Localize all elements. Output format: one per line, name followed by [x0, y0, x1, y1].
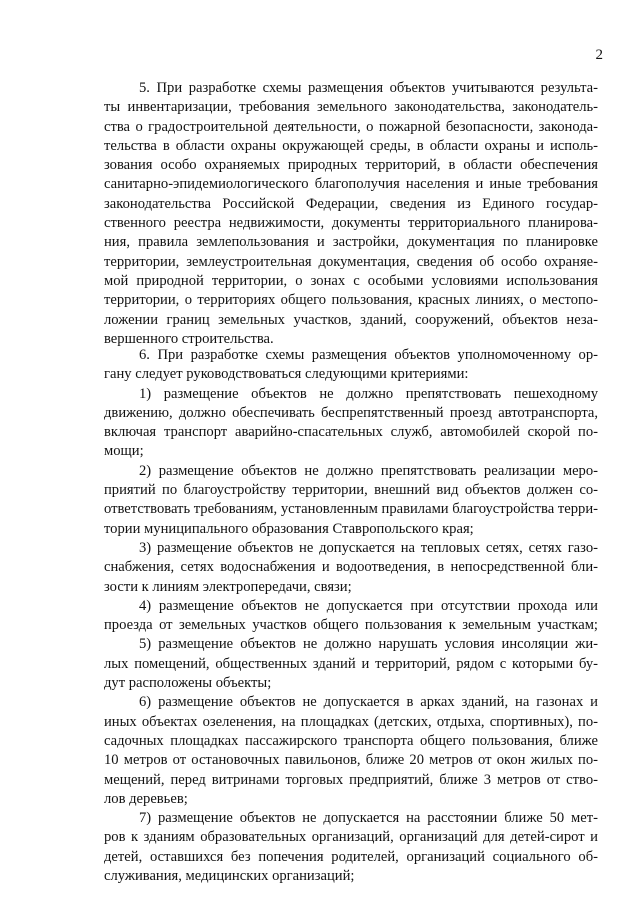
- text-line: 6) размещение объектов не допускается в арках зданий, на газонах и: [139, 694, 598, 711]
- text-line: проезда от земельных участков общего пользования к земельным участкам;: [104, 617, 598, 634]
- text-line: детей, оставшихся без попечения родителей, организаций социального об-: [104, 848, 598, 865]
- text-line: зования особо охраняемых природных территорий, в области обеспечения: [104, 157, 598, 174]
- text-line: вершенного строительства.: [104, 330, 274, 347]
- text-line: мещений, перед витринами торговых предприятий, ближе 3 метров от ство-: [104, 771, 598, 788]
- text-line: тории муниципального образования Ставропольского края;: [104, 520, 474, 537]
- text-line: 4) размещение объектов не допускается при отсутствии прохода или: [139, 597, 598, 614]
- text-line: 6. При разработке схемы размещения объектов уполномоченному ор-: [139, 347, 598, 363]
- text-line: ров к зданиям образовательных организаций, организаций для детей-сирот и: [104, 829, 598, 846]
- text-line: 5. При разработке схемы размещения объектов учитываются результа-: [139, 80, 598, 96]
- text-line: ответствовать требованиям, установленным правилами благоустройства терри-: [104, 501, 598, 518]
- text-line: иных объектах озеленения, на площадках (детских, отдыха, спортивных), по-: [104, 713, 598, 730]
- section-6-paragraph: [104, 346, 598, 886]
- text-line: лов деревьев;: [104, 790, 188, 807]
- text-line: гану следует руководствоваться следующими критериями:: [104, 366, 469, 383]
- text-line: приятий по благоустройству территории, внешний вид объектов должен со-: [104, 482, 598, 499]
- text-line: 3) размещение объектов не допускается на тепловых сетях, сетях газо-: [139, 539, 598, 556]
- text-line: ния, правила землепользования и застройки, документация по планировке: [104, 234, 598, 251]
- text-line: лых помещений, общественных зданий и территорий, рядом с которыми бу-: [104, 655, 598, 672]
- text-line: 7) размещение объектов не допускается на расстоянии ближе 50 мет-: [139, 810, 598, 827]
- text-line: тельства в области охраны окружающей среды, в области охраны и исполь-: [104, 137, 598, 154]
- text-line: включая транспорт аварийно-спасательных служб, автомобилей скорой по-: [104, 424, 598, 441]
- text-line: зости к линиям электропередачи, связи;: [104, 578, 352, 595]
- text-line: законодательства Российской Федерации, сведения из Единого государ-: [104, 195, 598, 212]
- text-line: дут расположены объекты;: [104, 675, 272, 692]
- text-line: мой природной территории, о зонах с особыми условиями использования: [104, 272, 598, 289]
- text-line: мощи;: [104, 443, 144, 460]
- text-line: 10 метров от остановочных павильонов, ближе 20 метров от окон жилых по-: [104, 752, 598, 769]
- section-5-paragraph: [104, 79, 598, 349]
- text-line: ложении границ земельных участков, зданий, сооружений, объектов неза-: [104, 311, 598, 328]
- text-line: движению, должно обеспечивать беспрепятственный проезд автотранспорта,: [104, 404, 598, 421]
- text-line: 1) размещение объектов не должно препятствовать пешеходному: [139, 385, 598, 402]
- text-line: 5) размещение объектов не должно нарушать условия инсоляции жи-: [139, 636, 598, 653]
- text-line: служивания, медицинских организаций;: [104, 868, 355, 885]
- text-line: ства о градостроительной деятельности, о пожарной безопасности, законода-: [104, 118, 598, 135]
- page-number: 2: [595, 47, 603, 63]
- text-line: 2) размещение объектов не должно препятствовать реализации меро-: [139, 462, 598, 479]
- text-line: ты инвентаризации, требования земельного законодательства, законодатель-: [104, 99, 598, 116]
- text-line: территории, о территориях общего пользования, красных линиях, о местопо-: [104, 292, 598, 309]
- text-line: садочных площадках пассажирского транспорта общего пользования, ближе: [104, 732, 598, 749]
- text-line: снабжения, сетях водоснабжения и водоотведения, в непосредственной бли-: [104, 559, 598, 576]
- text-line: санитарно-эпидемиологического благополучия населения и иные требования: [104, 176, 598, 193]
- text-line: территории, землеустроительная документация, сведения об особо охраняе-: [104, 253, 598, 270]
- text-line: ственного реестра недвижимости, документы территориального планирова-: [104, 215, 598, 232]
